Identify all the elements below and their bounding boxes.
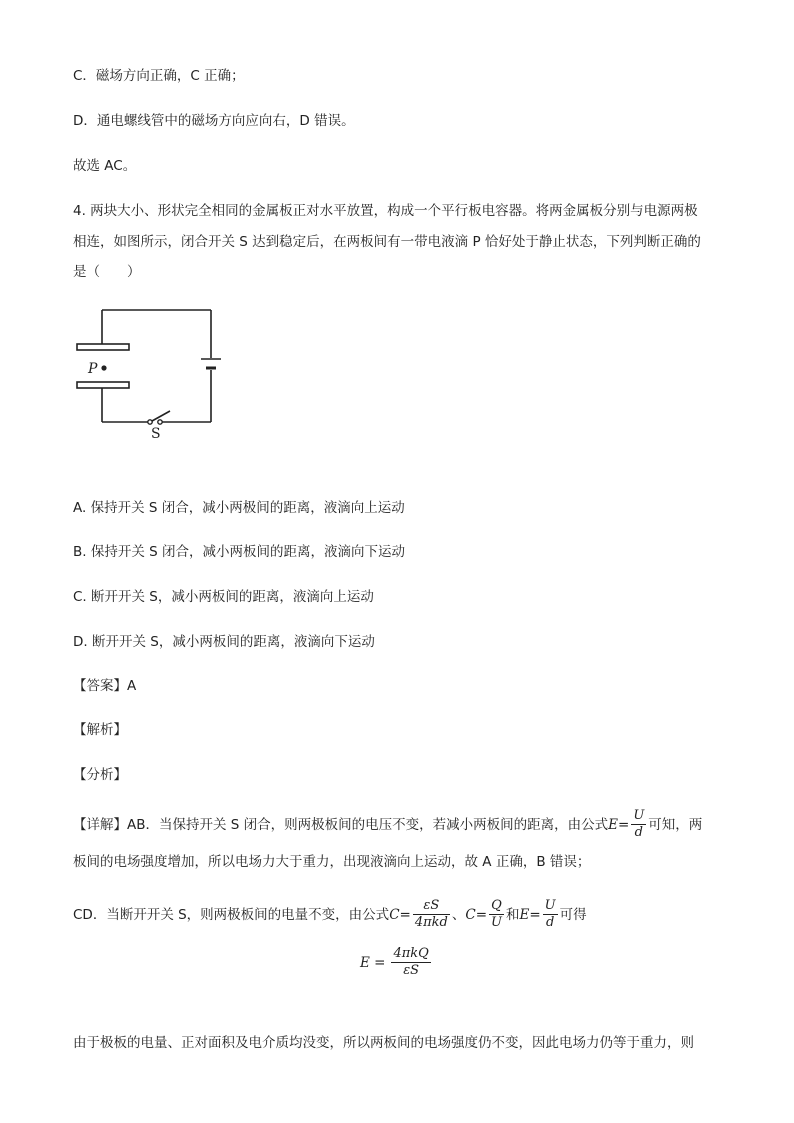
answer-tag: 【答案】 <box>73 678 127 694</box>
switch-label: S <box>151 426 161 440</box>
fenxi-heading: 【分析】 <box>73 767 127 783</box>
fraction-num: Q <box>489 898 504 915</box>
switch-contact-right <box>158 420 162 424</box>
detail-cd-line <box>73 898 723 931</box>
question-line-2: 相连，如图所示，闭合开关 S 达到稳定后，在两板间有一带电液滴 P 恰好处于静止状态，下列判断正确的 <box>73 234 701 250</box>
detail-cd-suffix: 可得 <box>559 906 587 923</box>
fraction-result <box>391 946 430 979</box>
conclusion-text: 故选 AC。 <box>73 158 137 174</box>
droplet-label: P <box>88 361 98 377</box>
option-c: C. 断开开关 S，减小两板间的距离，液滴向上运动 <box>73 589 374 605</box>
option-b: B. 保持开关 S 闭合，减小两板间的距离，液滴向下运动 <box>73 544 405 560</box>
fraction-den: d <box>545 915 555 930</box>
detail-ab-line <box>73 808 723 841</box>
fraction-den: 4πkd <box>414 915 448 930</box>
formula-eq: = <box>618 816 630 833</box>
fraction-num: U <box>544 898 556 913</box>
circuit-diagram <box>70 300 230 440</box>
formula-c-q-u <box>465 898 506 931</box>
fraction-num: 4πkQ <box>393 946 429 961</box>
formula-eq: = <box>475 906 488 923</box>
option-d-text: D．通电螺线管中的磁场方向应向右，D 错误。 <box>73 113 355 129</box>
answer-value: A <box>127 678 137 694</box>
option-d: D. 断开开关 S，减小两板间的距离，液滴向下运动 <box>73 634 375 650</box>
formula-lhs: C <box>389 906 400 923</box>
question-line-3: 是（ ） <box>73 264 141 280</box>
detail-final-line: 由于极板的电量、正对面积及电介质均没变，所以两板间的电场强度仍不变，因此电场力仍等于重力，则 <box>73 1035 694 1051</box>
fraction-num: εS <box>413 898 450 915</box>
formula-lhs: E <box>519 906 530 923</box>
option-c-text: C．磁场方向正确，C 正确； <box>73 68 245 84</box>
fraction-den: d <box>634 825 643 840</box>
formula-separator: 、 <box>451 906 466 923</box>
detail-ab-suffix: 可知，两 <box>648 816 703 833</box>
detail-ab-line-2: 板间的电场强度增加，所以电场力大于重力，出现液滴向上运动，故 A 正确，B 错误； <box>73 854 591 870</box>
fraction-u-d-2 <box>543 898 558 931</box>
upper-plate <box>77 344 129 350</box>
formula-e-u-d <box>608 808 648 841</box>
formula-eq: = <box>399 906 411 923</box>
droplet <box>101 365 106 370</box>
result-lhs: E = <box>360 954 386 971</box>
detail-tag: 【详解】 <box>73 816 127 833</box>
lower-plate <box>77 382 129 388</box>
fraction-den: U <box>491 915 502 930</box>
analysis-heading: 【解析】 <box>73 722 127 738</box>
formula-and: 和 <box>505 906 520 923</box>
switch-contact-left <box>148 420 152 424</box>
formula-lhs: C <box>465 906 476 923</box>
fraction-u-d <box>631 808 646 841</box>
detail-cd-prefix: CD．当断开开关 S，则两极板间的电量不变，由公式 <box>73 906 390 923</box>
option-a: A. 保持开关 S 闭合，减小两极间的距离，液滴向上运动 <box>73 500 405 516</box>
question-line-1: 4. 两块大小、形状完全相同的金属板正对水平放置，构成一个平行板电容器。将两金属板分别与电源两极 <box>73 203 698 219</box>
fraction-es-4pikd <box>413 898 450 931</box>
formula-eq: = <box>529 906 541 923</box>
result-formula <box>360 946 433 979</box>
formula-c-capacitance <box>389 898 452 931</box>
formula-e-u-d-2 <box>519 898 559 931</box>
formula-lhs: E <box>608 816 619 833</box>
fraction-num: U <box>633 808 645 823</box>
fraction-den: εS <box>403 963 420 978</box>
fraction-q-u <box>489 898 504 931</box>
detail-ab-prefix: AB．当保持开关 S 闭合，则两极板间的电压不变，若减小两板间的距离，由公式 <box>127 816 609 833</box>
answer-line <box>73 676 136 696</box>
